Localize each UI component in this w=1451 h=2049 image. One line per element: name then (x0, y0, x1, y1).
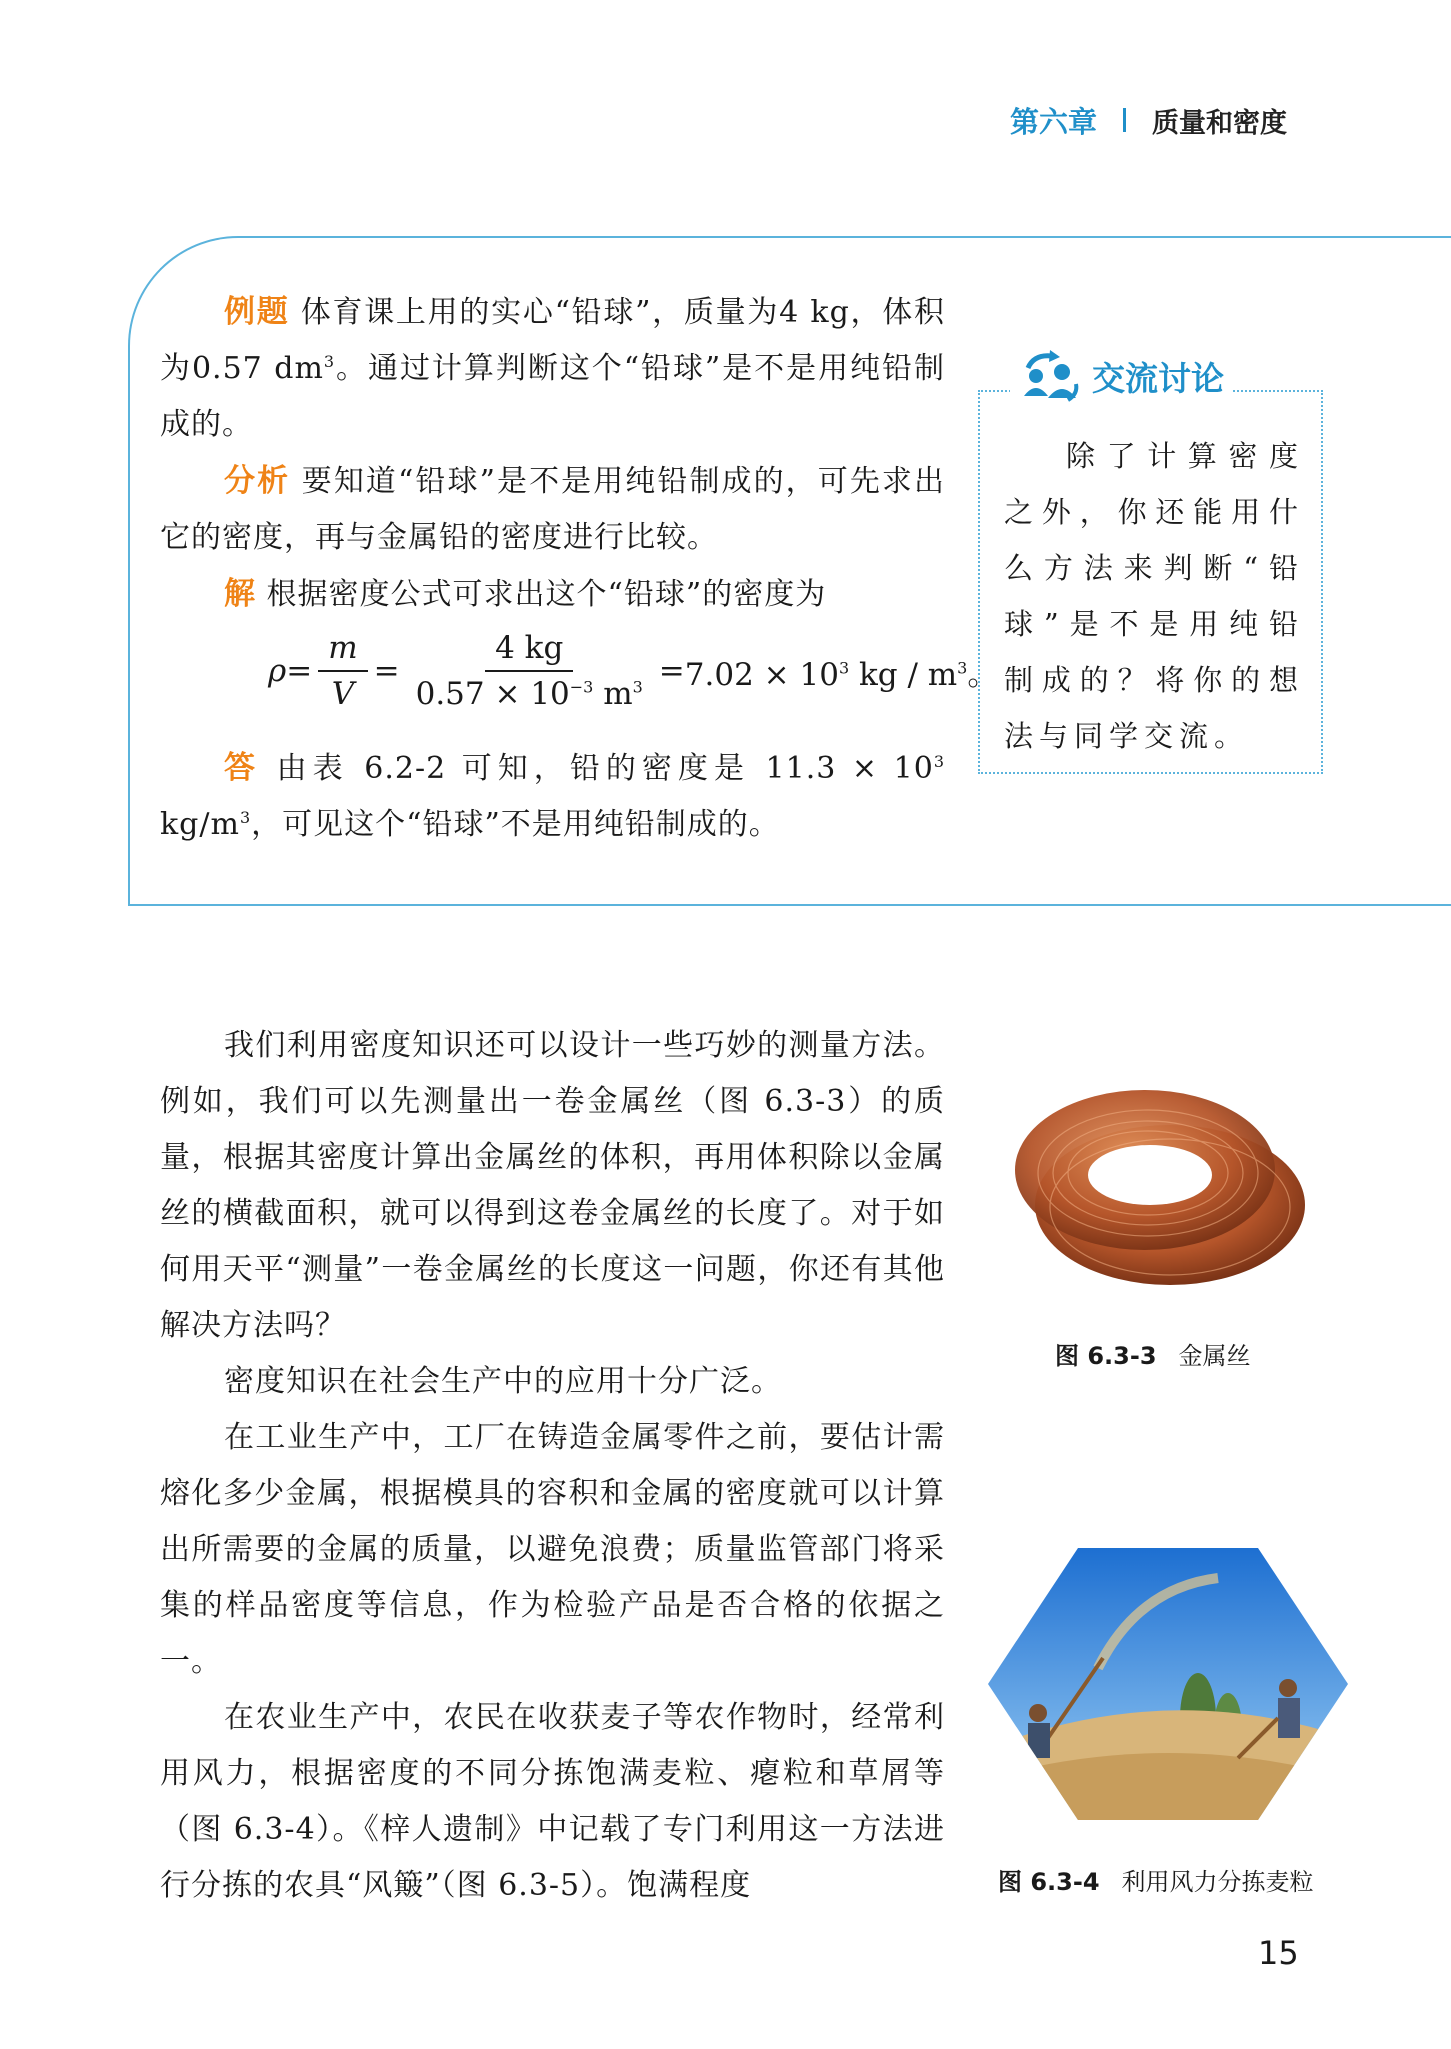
header-divider (1123, 108, 1126, 132)
analysis-label: 分析 (224, 463, 291, 499)
example-answer: 答 由表 6.2-2 可知，铅的密度是 $11.3 \times 10^3$ $kg/m^3$，可见这个“铅球”不是用纯铅制成的。 (160, 750, 945, 842)
figure-caption: 图 6.3-4 利用风力分拣麦粒 (998, 1868, 1314, 1896)
example-question: 例题 体育课上用的实心“铅球”，质量为4 kg，体积为0.57 $dm^3$。通过计算判断这个“铅球”是不是用纯铅制成的。 (160, 294, 945, 442)
example-content (160, 284, 945, 623)
page-number: 15 (1258, 1934, 1299, 1972)
body-paragraph: 在工业生产中，工厂在铸造金属零件之前，要估计需熔化多少金属，根据模具的容积和金属的密度就可以计算出所需要的金属的质量，以避免浪费；质量监管部门将采集的样品密度等信息，作为检验产品是否合格的依据之一。 (160, 1420, 945, 1679)
discussion-people-icon (1018, 350, 1082, 402)
density-formula: ρ = $\frac{m}{V}$ = $\frac{4 kg}{0.57 \times 10^{-3} m^3}$ = $7.02 \times 10^3$ kg / $m^3$。 (268, 630, 999, 712)
chapter-header (1010, 100, 1287, 140)
formula-m-over-v: $\frac{m}{V}$ (318, 630, 367, 712)
chapter-number: 第六章 (1010, 104, 1098, 139)
example-solution: 解 根据密度公式可求出这个“铅球”的密度为 (224, 576, 827, 612)
figure-caption: 图 6.3-3 金属丝 (1055, 1342, 1251, 1370)
formula-result: $7.02 \times 10^3$ kg / $m^3$。 (684, 656, 999, 693)
formula-values-fraction: $\frac{4 kg}{0.57 \times 10^{-3} m^3}$ (415, 630, 643, 712)
answer-label: 答 (224, 750, 262, 786)
example-analysis: 分析 要知道“铅球”是不是用纯铅制成的，可先求出它的密度，再与金属铅的密度进行比较。 (160, 463, 945, 555)
discussion-title: 交流讨论 (1092, 358, 1224, 398)
discussion-header (1010, 350, 1232, 402)
example-label: 例题 (224, 294, 290, 330)
solution-label: 解 (224, 576, 256, 612)
copper-wire-coil-image (1010, 1075, 1310, 1300)
body-paragraph: 密度知识在社会生产中的应用十分广泛。 (224, 1364, 782, 1399)
formula-rho: ρ (268, 653, 287, 689)
main-text (160, 1018, 945, 1914)
body-paragraph: 在农业生产中，农民在收获麦子等农作物时，经常利用风力，根据密度的不同分拣饱满麦粒、瘪粒和草屑等（图 6.3-4）。《梓人遗制》中记载了专门利用这一方法进行分拣的农具“风簸”（图 6.3-5）。饱满程度 (160, 1700, 945, 1903)
winnowing-wheat-image (988, 1548, 1348, 1820)
discussion-text: 除了计算密度之外，你还能用什么方法来判断“铅球”是不是用纯铅制成的？将你的想法与同学交流。 (1004, 439, 1304, 753)
chapter-title: 质量和密度 (1152, 107, 1288, 139)
body-paragraph: 我们利用密度知识还可以设计一些巧妙的测量方法。例如，我们可以先测量出一卷金属丝（图 6.3-3）的质量，根据其密度计算出金属丝的体积，再用体积除以金属丝的横截面积，就可以得到这卷金属丝的长度了。对于如何用天平“测量”一卷金属丝的长度这一问题，你还有其他解决方法吗？ (160, 1028, 945, 1343)
